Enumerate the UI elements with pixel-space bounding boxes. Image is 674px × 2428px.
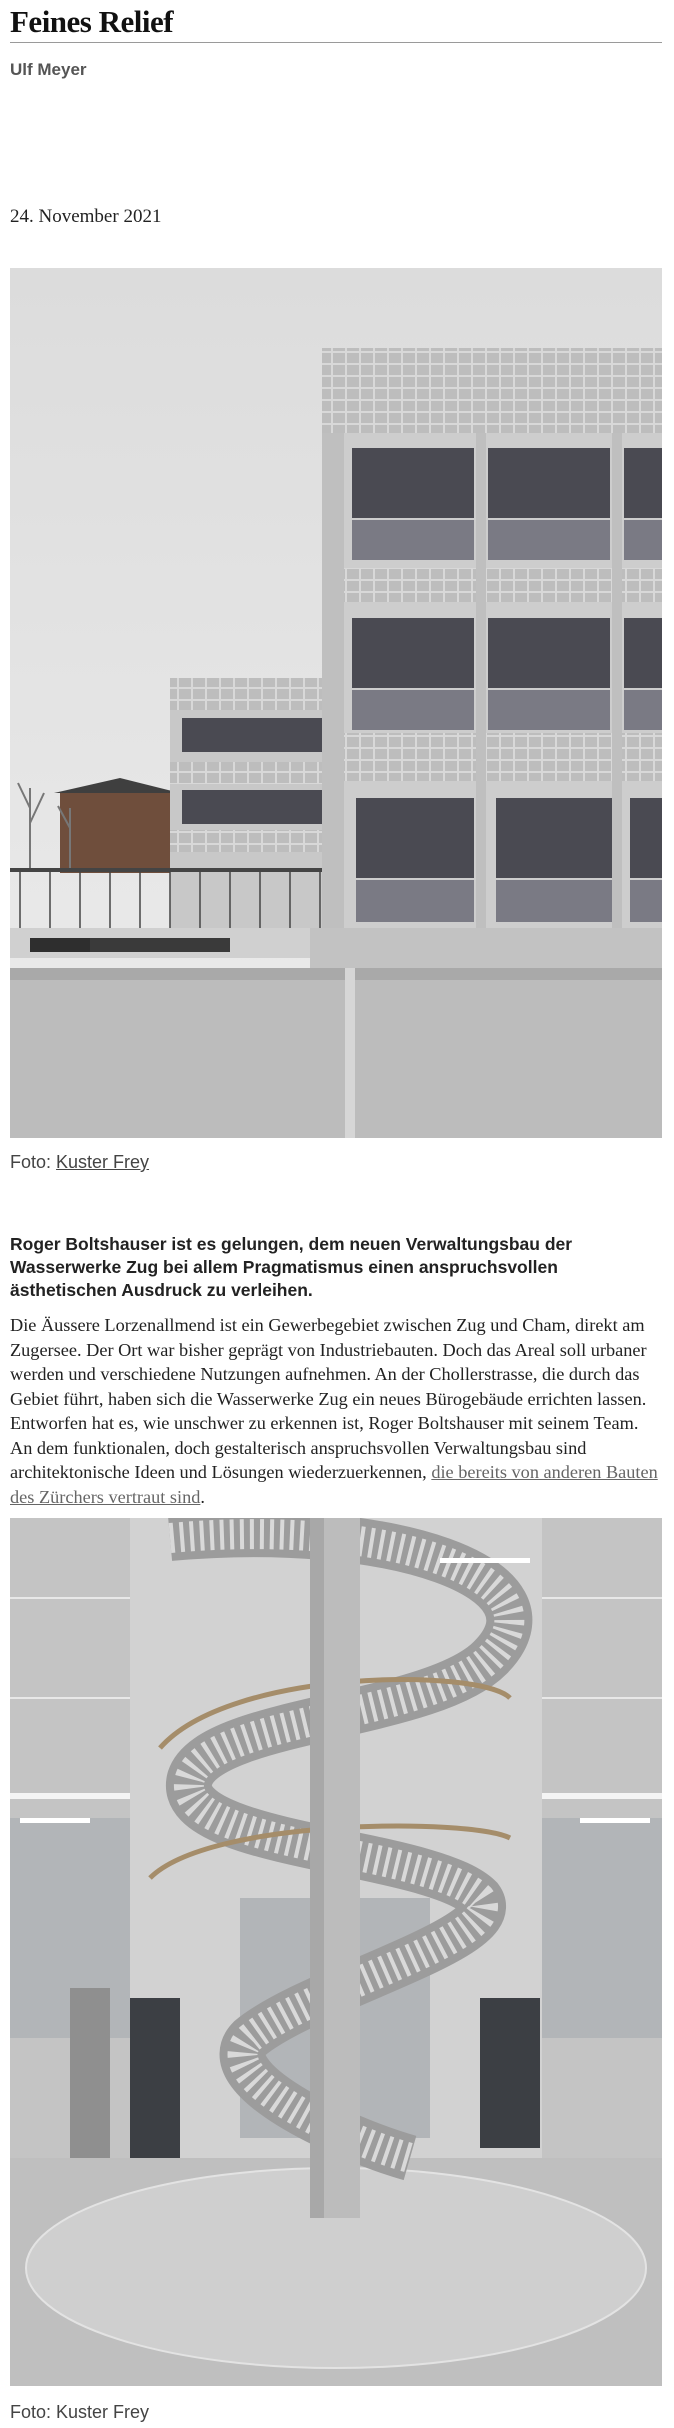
article-lead: Roger Boltshauser ist es gelungen, dem neuen Verwaltungsbau der Wasserwerke Zug bei allem Pragmatismus einen anspruchsvollen ästhetischen Ausdruck zu verleihen. [10, 1234, 573, 1300]
article-body [10, 1313, 662, 1509]
article-author: Ulf Meyer [10, 60, 87, 79]
building-exterior-photo [10, 268, 662, 1138]
title-divider [10, 42, 662, 43]
related-buildings-link[interactable]: die bereits von anderen Bauten des Zürchers vertraut sind [10, 1462, 658, 1507]
photo-caption [10, 1152, 149, 1173]
article-body-text: Die Äussere Lorzenallmend ist ein Gewerbegebiet zwischen Zug und Cham, direkt am Zugersee. Der Ort war bisher geprägt von Industriebauten. Doch das Areal soll urbaner werden und verschiedene Nutzungen aufnehmen. An der Chollerstrasse, die durch das Gebiet führt, haben sich die Wasserwerke Zug ein neues Bürogebäude errichten lassen. Entworfen hat es, wie unschwer zu erkennen ist, Roger Boltshauser mit seinem Team. An dem funktionalen, doch gestalterisch anspruchsvollen Verwaltungsbau sind architektonische Ideen und Lösungen wiederzuerkennen, [10, 1315, 647, 1482]
spiral-staircase-photo [10, 1518, 662, 2386]
article-body-end: . [200, 1486, 205, 1507]
caption-prefix: Foto: [10, 1152, 57, 1172]
spiral-staircase-image [10, 1518, 662, 2386]
building-exterior-image [10, 268, 662, 1138]
photographer-link[interactable]: Kuster Frey [56, 1152, 150, 1172]
article-date: 24. November 2021 [10, 206, 162, 227]
article-title: Feines Relief [10, 4, 174, 39]
photo-caption-2: Foto: Kuster Frey [10, 2402, 150, 2422]
